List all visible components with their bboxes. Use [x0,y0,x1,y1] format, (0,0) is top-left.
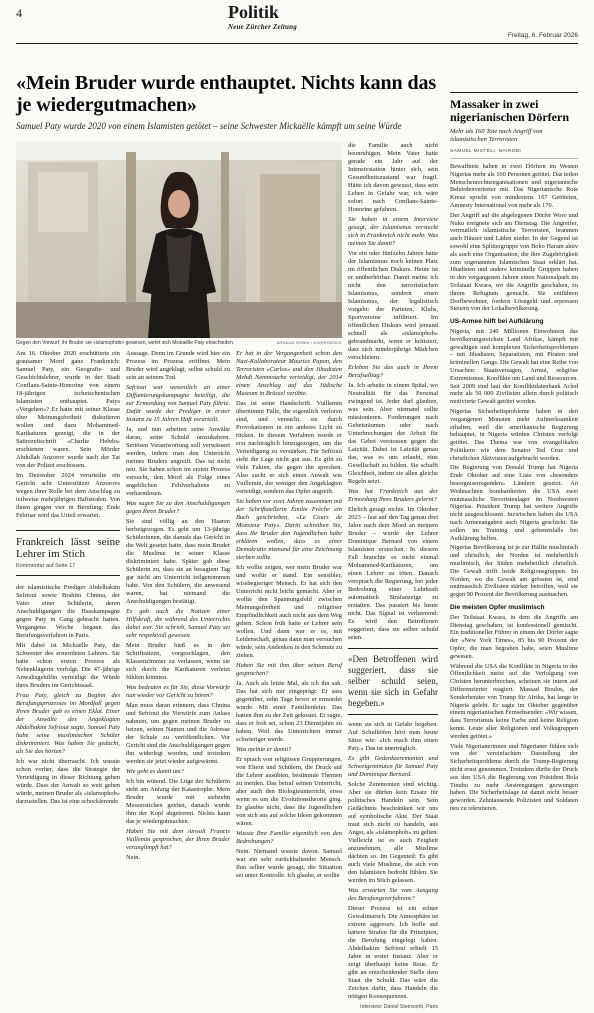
sidebar-body [450,163,578,813]
paragraph: Mit dabei ist Mickaëlle Paty, die Schwester des ermordeten Lehrers. Sie hatte schon ersten Prozess als Nebenklägerin verfolgt. Die 47-jährige Anwaltsgehilfin verteidigt die Würde ihres Bruders im Gerichtssaal. [16,642,120,689]
interview-question: Was sagen Sie zu den Anschuldigungen gegen Ihren Bruder? [126,500,230,515]
paragraph: Der Angriff auf die abgelegenen Dörfer Woro und Nuku ereignete sich am Dienstag. Die Angreifer, vermutlich islamistische Terroristen, brannten auch Häuser und Läden nieder. In der Gegend ist sowohl eine Splittergruppe von Boko Haram aktiv als auch eine Organisation, die ihre Zugehörigkeit zum sogenannten Islamischen Staat erklärt hat. Jihadisten und andere kriminelle Gruppen haben in den vergangenen Jahren einen Nationalpark im Teilstaat Kwara, wo die Angriffe geschahen, zu ihrem Refugium gemacht. Sie entführen Dorfbewohner, fordern Lösegeld und erpressen Steuern von der Lokalbevölkerung. [450,211,578,313]
sidebar-article [450,92,578,815]
interview-answer: Ich bin wütend. Die Lüge der Schülerin steht am Anfang der Katastrophe. Mein Bruder wurde mit siebzehn Messerstichen getötet, danach wurde ihm der Kopf abgetrennt. Nichts kann das je wiedergutmachen. [126,778,230,825]
issue-date: Freitag, 6. Februar 2026 [507,32,578,39]
article-subline: Samuel Paty wurde 2020 von einem Islamisten getötet – seine Schwester Mickaëlle kämpft um seine Würde [16,121,402,131]
comment-page-ref: Kommentar auf Seite 17 [16,563,76,569]
interview-answer: Ja. Ich arbeite in einem Spital, wo Neutralität für das Personal zwingend ist. Jeder darf glauben, was sein. Aber niemand sollte missionieren. Forderungen nach Gebetsräumen oder nach Unterbrechungen der Arbeit für das Gebet verstossen gegen die Laizität. Dabei ist Laizität genau das, was es uns erlaubt, eine Gesellschaft zu bilden. Sie schafft Gleichheit, indem sie allen gleiche Regeln setzt. [348,382,438,485]
article-photo [16,142,342,338]
interview-answer: Ja, und nun arbeiten seine Anwälte daran, seine Schuld umzukehren. Seriösen Verantwortung soll verwässert werden, indem man den Unterricht meines Bruders angreift. Das ist nicht neu. Sie haben schon im ersten Prozess versucht, den Mord als Folge eines angeblichen Fehlverhaltens zu verharmlosen. [126,426,230,497]
interview-question: Was erwarten Sie vom Ausgang des Berufungsverfahrens? [348,887,438,902]
interviewer-credit: Interview: Daniel Steinvorth, Paris [360,1004,438,1010]
article-headline: «Mein Bruder wurde enthauptet. Nichts kann das je wiedergutmachen» [16,72,437,116]
interview-question: Was hat Frankreich aus der Ermordung Ihres Bruders gelernt? [348,488,438,503]
page-number: 4 [16,6,22,20]
interview-question: Sie haben vor zwei Jahren zusammen mit der Schriftstellerin Émilie Frèche ein Buch geschrieben, «Le Cours de Monsieur Paty». Darin schreiben Sie, dass Ihr Bruder den Jugendlichen habe erklären wollen, dass es einer Demokratie niemand für eine Zeichnung sterben sollte. [236,498,342,561]
paragraph: Aussage. Denn im Grunde wird hier ein Prozess im Prozess eröffnet. Mein Bruder wird angeklagt, selbst schuld zu sein an seinem Tod. [126,350,230,381]
article-header [16,72,438,132]
paragraph: Viele Nigerianerinnen und Nigerianer fühlen sich von der vereinfachten Darstellung der Sicherheitsprobleme durch die Trump-Regierung nicht ernst genommen. Trotzdem dürfte der Druck aus den USA die Regierung von Präsident Bola Tinubu zu mehr Anstrengungen gezwungen haben. Die Sicherheitslage ist damit nicht besser geworden. Zehntausende Polizisten und Soldaten neu zu rekrutieren. [450,742,578,812]
section-title: Politik [228,2,280,22]
newspaper-name: Neue Zürcher Zeitung [228,23,297,31]
photo-caption [16,340,342,346]
pull-quote: «Den Betroffenen wird suggeriert, dass sie selber schuld seien, wenn sie sich in Gefahr begeben.» [348,648,438,715]
interview-question: Wie geht es damit um? [126,768,184,775]
interview-question: Erleben Sie das auch in Ihrem Berufsalltag? [348,364,438,379]
sidebar-subheading: Die meisten Opfer muslimisch [450,604,545,612]
interview-answer: Das ist seine Handschrift. Vuillemin übernimmt Fälle, die eigentlich verloren sind, und versucht, sie durch Provokationen in ein anderes Licht zu rücken. In diesem Verfahren wurde er erst nachträglich hinzugezogen, um die Verteidigung zu verstärken. Für Sefrioui sieht die Lage nicht gut aus. Es gibt zu viele Fakten, die gegen ihn sprechen. Also sucht er sich einen Anwalt wie Vuillemin, der weniger den Angeklagten verteidigt, sondern das Opfer angreift. [236,400,342,495]
interview-question: Frau Paty, gleich zu Beginn des Berufungsprozesses im Mordfall gegen Ihren Bruder gab es einen Eklat. Einer der Anwälte des Angeklagten Abdelhakim Sefrioui sagte, Samuel Paty habe seine muslimischen Schüler diskriminiert. Was haben Sie gedacht, als Sie das hörten? [16,692,120,755]
interview-question: Er hat in der Vergangenheit schon den Nazi-Kollaborateur Maurice Papon, den Terroristen «Carlos» und den Jihadisten Mehdi Nemmouche verteidigt, der 2014 einen Anschlag auf das Jüdische Museum in Brüssel verübte. [236,350,342,397]
interview-answer: Vor ein oder fünfzehn Jahren hatte der Islamismus noch keinen Platz im öffentlichen Diskurs. Heute ist er unüberhörbar. Damit meine ich nicht den terroristischen Islamismus, sondern einen Islamismus, der legalistisch vorgeht: der Parteien, Klubs, Sportvereine infiltriert. Im öffentlichen Diskurs wird jemand schnell als «islamophob» gebrandmarkt, wenn er kritisiert, dass sich minderjährige Mädchen verschleiern. [348,250,438,361]
paragraph: Der Teilstaat Kwara, in dem die Angriffe am Dienstag geschahen, ist konfessionell gemischt. Ein traditioneller Führer in einem der Dörfer sagte der «New York Times», 85 bis 90 Prozent der Opfer, die man begraben habe, seien Muslime gewesen. [450,613,578,660]
interview-question: Wusste Ihre Familie eigentlich von den Bedrohungen? [236,830,342,845]
interview-answer: wenn sie sich in Gefahr begeben. Auf Schulhöfen hört man heute Sätze wie: «Ich mach ihm einen Paty.» Das ist unerträglich. [348,721,438,752]
interview-question: Haben Sie mit dem Anwalt Francis Vuillemin gesprochen, der Ihren Bruder verunglimpft hat? [126,828,230,851]
interview-question: Es gibt Gedenkzeremonien und Schweigeminuten für Samuel Paty und Dominique Bernard. [348,755,438,778]
paragraph: Im Dezember 2024 verurteilte ein Gericht acht Unterstützer Anzorovs wegen ihrer Rolle bei dem Anschlag zu teilweise mehrjährigen Haftstrafen. Von ihnen gingen vier in Berufung; Ende Februar wird das Urteil erwartet. [16,472,120,519]
paragraph: Am 16. Oktober 2020 erschütterte ein grausamer Mord ganz Frankreich: Samuel Paty, ein Geografie- und Geschichtslehrer, wurde in der Stadt Conflans-Sainte-Honorine von einem 18-jährigen tschetschenischen Islamisten enthauptet. Patys «Vergehen»? Er hatte mit seiner Klasse über Meinungsfreiheit diskutieren wollen und dazu Mohammed-Karikaturen gezeigt, die in der Satirezeitschrift «Charlie Hebdo» erschienen waren. Sein Mörder Abdullah Anzorov wurde nach der Tat von der Polizei erschossen. [16,350,120,469]
comment-reference-box [16,530,120,576]
paragraph: Nigerias Bevölkerung ist je zur Hälfte muslimisch und christlich, der Norden ist mehrheitlich muslimisch, der Süden mehrheitlich christlich. Die Gewalt trifft beide Religionsgruppen. Im Norden, wo die Gewalt am grössten ist, sind mutmasslich Zivilisten stärker betroffen, weil sie gegen 90 Prozent der Bevölkerung ausmachen. [450,544,578,599]
divider [16,575,120,576]
paragraph: Nigeria, mit 240 Millionen Einwohnern das bevölkerungsreichste Land Afrikas, kämpft mit gewaltigen und komplexen Sicherheitsproblemen – mit Jihadisten, Separatisten, mit Piraten und kriminellen Gangs. Die Gewalt hat eine Reihe von Ursachen: Staatsversagen, Armut, religiöse Extremismus, Konflikte um Land und Ressourcen. Seit 2009 sind laut der Konfliktdatenbank Acled mehr als 50 000 Zivilisten allein durch politisch motivierte Gewalt getötet worden. [450,327,578,406]
interview-question: Sie haben in einem Interview gesagt, der Islamismus versteckt sich in Frankreich nicht mehr. Was meinen Sie damit? [348,216,438,247]
sidebar-byline: SAMUEL MISTELI, NAIROBI [450,149,578,159]
paragraph: der islamistische Prediger Abdelhakim Sefrioui sowie Brahim Chnina, der Vater einer Schülerin, deren Anschuldigungen die Hasskampagne gegen Paty in Gang gebracht hatten. Vergangene Woche begann das Berufungsverfahren in Paris. [16,584,120,639]
article-column-3 [236,350,342,882]
interview-answer: Ehrlich gesagt nichts. Im Oktober 2023 – fast auf den Tag genau drei Jahre nach dem Mord an meinem Bruder – wurde der Lehrer Dominique Bernard von einem Islamisten erstochen. In diesem Fall brauchte es nicht einmal Mohammed-Karikaturen, um einen Lehrer zu töten. Danach versprach die Regierung, bei jeder Bedrohung einer Lehrkraft automatisch Strafanzeige zu erstatten. Das passiert bis heute nicht. Das Signal ist verheerend: Es wird den Betroffenen suggeriert, dass sie selber schuld seien. [348,506,438,641]
paragraph: Bewaffnete haben in zwei Dörfern im Westen Nigerias mehr als 160 Personen getötet. Das teilen Menschenrechtsorganisationen und nigerianische Behördenvertreter mit. Das Nigerianische Rote Kreuz spricht von mindestens 167 Getöteten, Amnesty International von mehr als 170. [450,163,578,209]
sidebar-subheading: US-Armee hilft bei Aufklärung [450,318,544,326]
article-column-2 [126,350,230,864]
caption-text: Gegen den Vorwurf, ihr Bruder sei «islamophob» gewesen, wehrt sich Mickaëlle Paty entschieden. [16,340,235,346]
interview-answer: Ich wollte zeigen, wer mein Bruder war und wofür er stand. Ein sensibler, wissbegieriger Mensch. Er hat sich den Unterricht nicht leicht gemacht. Aber er wollte den Spannungsfeld zwischen Meinungsfreiheit und religiöser Empfindlichkeit auch nicht aus dem Weg gehen. Schon früh hatte er Lehrer sein wollen. Und dann war er es, mit Leidenschaft, genau dann man versuchen würde, sein Andenken in den Schmutz zu ziehen. [236,564,342,659]
interview-answer: Dieser Prozess ist ein echter Gewaltmarsch. Die Atmosphäre ist extrem aggressiv. Ich hoffe auf härtere Strafen für die Prinzipien, die Berufung eingelegt haben. Abdelhakim Sefrioui erhielt 15 Jahre in erster Instanz. Aber er zeigt überhaupt keine Reue. Er gibt an entscheidender Stelle dem Staat die Schuld. Das wäre die Zeichen dafür, dass Handeln die nötigen Konsequenzen. [348,905,438,1000]
interview-answer: Nein. Niemand wusste davon. Samuel war ein sehr zurückhaltender Mensch. Ihm selber wurde gesagt, die Situation sei unter Kontrolle. Ich glaube, er wollte [236,848,342,879]
photo-illustration [16,142,342,338]
sidebar-subline: Mehr als 160 Tote nach Angriff von islamistischen Terroristen [450,128,543,143]
paragraph: Die Regierung von Donald Trump hat Nigeria Ende Oktober auf eine Liste von «besonders besorgniserregenden» Ländern gesetzt. An Weihnachten bombardierten die USA zwei mutmassliche Terroristenlager im Nordwesten Nigerias. Präsident Trump hat weitere Angriffe nicht ausgeschlossen. Inzwischen haben die USA nach Armeeangaben auch Nigeria geschickt. Sie sollen im Training und gebenenfalls bei Aufklärung helfen. [450,464,578,542]
paragraph: die Familie auch nicht beunruhigen. Mein Vater hatte gerade ein Jahr auf der Intensivstation hinter sich, sein Gesundheitszustand war fragil. Hätte ich davon gewusst, dass sein Leben in Gefahr war, ich wäre sofort nach Conflans-Sainte-Honorine gefahren. [348,142,438,213]
masthead [16,0,578,44]
interview-question: Haben Sie mit ihm über seinen Beruf gesprochen? [236,662,342,677]
interview-answer: Sie sind völlig an den Haaren herbeigezogen. Es geht um 13-jährige Schülerinnen, die damals das Gericht in die Welt gesetzt hatte, dass mein Bruder die Muslime in seiner Klasse diskriminiert habe. Später gab diese Schülerin zu, dass sie an besagtem Tag gar nicht am Unterricht teilgenommen habe. Von den Schülern, die anwesend waren, hat niemand die Anschuldigungen bestätigt. [126,518,230,605]
interview-answer: Er sprach von religiösen Gruppierungen, von Eltern und Schülern, die Druck auf die Lehrer ausübten, bestimmte Themen zu meiden. Das betraf seinen Unterricht, aber auch den Biologieunterricht, etwa wenn es um die Evolutionstheorie ging. Er glaubte nicht, dass die Jugendlichen von sich aus auf solche Ideen gekommen wären. [236,756,342,827]
interview-answer: Solche Zeremonien sind wichtig. Aber sie dürfen kein Ersatz für politisches Handeln sein. Sein Gedächtnis beschränken wir uns auf symbolische Akte. Der Staat traut sich nicht zu handeln, aus Angst, als «islamophob» zu gelten. Vielleicht ist es auch Feigheit anzunehmen, alle Muslime dächten so. Im Gegenteil: Es gibt auch viele Muslime, die sich von den Islamisten bedroht fühlen. Sie werden im Stich gelassen. [348,781,438,884]
article-column-1 [16,350,120,808]
interview-answer: Nein. [126,854,141,861]
interview-question: Es gab auch die Notizen einer Hilfskraft, die während des Unterrichts dabei war. Sie schrieb, Samuel Paty sei sehr respektvoll gewesen. [126,608,230,639]
article-column-4 [348,142,438,1013]
interview-question: Sefrioui war wesentlich an einer Diffamierungskampagne beteiligt, die zur Ermordung von Samuel Paty führte. Dafür wurde der Prediger in erster Instanz zu 15 Jahren Haft verurteilt. [126,384,230,423]
paragraph: Nigerias Sicherheitsprobleme haben in den vergangenen Monaten mehr Aufmerksamkeit erhalten, weil die amerikanische Regierung behauptet, in Nigeria würden Christen verfolgt getötet. Das Thema war von evangelikalen Politikern wie dem Senator Ted Cruz und christlichen Aktivisten aufgebracht worden. [450,407,578,462]
sidebar-headline: Massaker in zwei nigerianischen Dörfern [450,97,569,124]
photo-credit: ARNAUD ROBIN / DIVERGENCE [276,340,342,345]
interview-question: Was meinte er damit? [236,746,292,753]
interview-answer: Man muss daran erinnern, dass Chnina und Sefrioui die Vorwürfe zum Anlass nahmen, um gegen meinen Bruder zu hetzen, seinen Namen und die Adresse der Schule zu veröffentlichen. Vor Gericht sind die Anschuldigungen gegen ihn widerlegt worden, und trotzdem werden sie jetzt wieder aufgewärmt. [126,702,231,765]
comment-title: Frankreich lässt seine Lehrer im Stich [16,536,120,560]
interview-answer: Ich war nicht überrascht. Ich wusste schon vorher, dass die Strategie der Verteidigung in dieser Richtung gehen würde. Dass der Anwalt so weit gehen würde, meinen Bruder als «islamophob» darzustellen. Das ist eine schockierende [16,758,120,805]
interview-answer: Ja. Auch als letzte Mal, als ich ihn sah. Das hat sich mir eingeprägt: Er sass gegenüber, zehn Tage bevor er ermordet wurde. Mit einer Familienfeier. Das hatten ihm zu der Zeit gekostet. Er sagte, dass er froh sei, schon 23 Dienstjahre zu haben. Weil das Unterrichten immer schwieriger werde. [236,680,342,743]
interview-question: Was bedeuten es für Sie, diese Vorwürfe nun wieder vor Gericht zu hören? [126,684,230,699]
interview-answer: Mein Bruder hieß es in den Schriftsätzen, vorgeschlagen, den Klassenzimmer zu verlassen, wenn sie sich durch die Karikaturen verletzt fühlten könnten. [126,642,230,681]
paragraph: Während die USA die Konflikte in Nigeria in der Öffentlichkeit meist auf die Verfolgung von Christen herunterbrechen, scheinen sie intern auf Differenzierter reagiert. Massad Boulos, der Sonderberater von Trump für Afrika, hat lange in Nigeria gelebt. Er sagte im Oktober gegenüber einem nigerianischen Fernsehsender: «Wir wissen, dass Terrorismus keine Farbe und keine Religion kennt. Leute aller Religionen und Volksgruppen werden getötet.» [450,662,578,740]
